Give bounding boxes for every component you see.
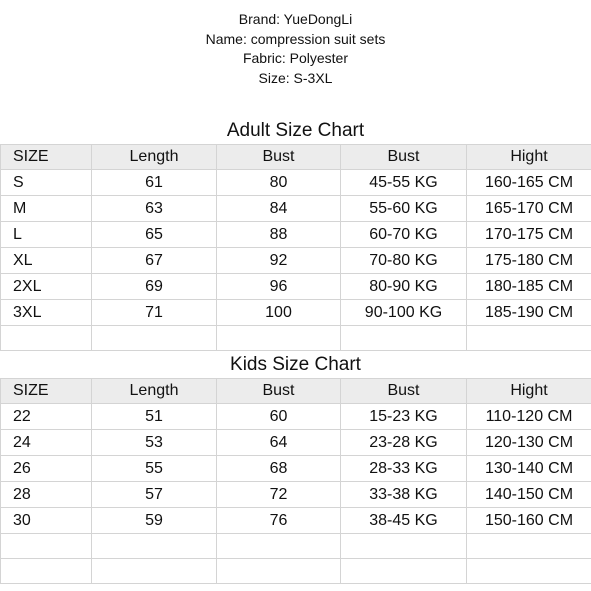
bust-cell: 68 [217,456,341,482]
table-row [1,482,591,508]
kids-size-table [0,378,591,584]
bust-cell: 80 [217,170,341,196]
table-row [1,508,591,534]
table-row [1,274,591,300]
length-cell: 67 [92,248,217,274]
weight-cell: 80-90 KG [341,274,467,300]
bust-cell: 88 [217,222,341,248]
length-cell: 63 [92,196,217,222]
weight-cell: 15-23 KG [341,404,467,430]
empty-row [1,559,591,584]
product-name-line: Name: compression suit sets [205,30,386,47]
size-cell: 28 [1,482,92,508]
weight-cell: 33-38 KG [341,482,467,508]
height-cell: 170-175 CM [467,222,591,248]
table-row [1,300,591,326]
length-cell: 51 [92,404,217,430]
bust-cell: 64 [217,430,341,456]
empty-row [1,326,591,351]
table-header-row [1,145,591,170]
size-cell: 2XL [1,274,92,300]
height-cell: 130-140 CM [467,456,591,482]
header-cell: Length [92,145,217,170]
header-cell: Bust [341,379,467,404]
header-cell: Bust [341,145,467,170]
weight-cell: 90-100 KG [341,300,467,326]
height-cell: 150-160 CM [467,508,591,534]
size-cell: M [1,196,92,222]
kids-chart-title: Kids Size Chart [230,354,361,375]
size-cell: 22 [1,404,92,430]
header-cell: Hight [467,145,591,170]
adult-chart-title: Adult Size Chart [226,120,365,141]
height-cell: 185-190 CM [467,300,591,326]
table-row [1,430,591,456]
size-cell: S [1,170,92,196]
table-row [1,222,591,248]
header-cell: Bust [217,379,341,404]
header-cell: SIZE [1,379,92,404]
weight-cell: 28-33 KG [341,456,467,482]
table-row [1,170,591,196]
table-header-row [1,379,591,404]
size-range-line: Size: S-3XL [258,69,333,86]
length-cell: 55 [92,456,217,482]
height-cell: 160-165 CM [467,170,591,196]
weight-cell: 60-70 KG [341,222,467,248]
bust-cell: 92 [217,248,341,274]
size-cell: 30 [1,508,92,534]
bust-cell: 72 [217,482,341,508]
fabric-line: Fabric: Polyester [242,50,349,66]
height-cell: 175-180 CM [467,248,591,274]
size-cell: XL [1,248,92,274]
adult-size-table [0,144,591,351]
weight-cell: 38-45 KG [341,508,467,534]
brand-line: Brand: YueDongLi [238,11,353,27]
height-cell: 120-130 CM [467,430,591,456]
header-cell: SIZE [1,145,92,170]
header-cell: Length [92,379,217,404]
table-row [1,404,591,430]
bust-cell: 60 [217,404,341,430]
table-row [1,196,591,222]
table-row [1,248,591,274]
empty-row [1,534,591,559]
table-row [1,456,591,482]
length-cell: 61 [92,170,217,196]
length-cell: 71 [92,300,217,326]
weight-cell: 70-80 KG [341,248,467,274]
kids-size-chart [0,352,591,584]
size-cell: L [1,222,92,248]
product-info [0,10,591,88]
length-cell: 69 [92,274,217,300]
bust-cell: 100 [217,300,341,326]
weight-cell: 55-60 KG [341,196,467,222]
length-cell: 57 [92,482,217,508]
bust-cell: 84 [217,196,341,222]
length-cell: 53 [92,430,217,456]
length-cell: 65 [92,222,217,248]
height-cell: 165-170 CM [467,196,591,222]
weight-cell: 23-28 KG [341,430,467,456]
header-cell: Bust [217,145,341,170]
size-cell: 3XL [1,300,92,326]
bust-cell: 76 [217,508,341,534]
bust-cell: 96 [217,274,341,300]
size-cell: 24 [1,430,92,456]
height-cell: 110-120 CM [467,404,591,430]
adult-size-chart [0,118,591,351]
size-cell: 26 [1,456,92,482]
weight-cell: 45-55 KG [341,170,467,196]
header-cell: Hight [467,379,591,404]
height-cell: 180-185 CM [467,274,591,300]
length-cell: 59 [92,508,217,534]
height-cell: 140-150 CM [467,482,591,508]
